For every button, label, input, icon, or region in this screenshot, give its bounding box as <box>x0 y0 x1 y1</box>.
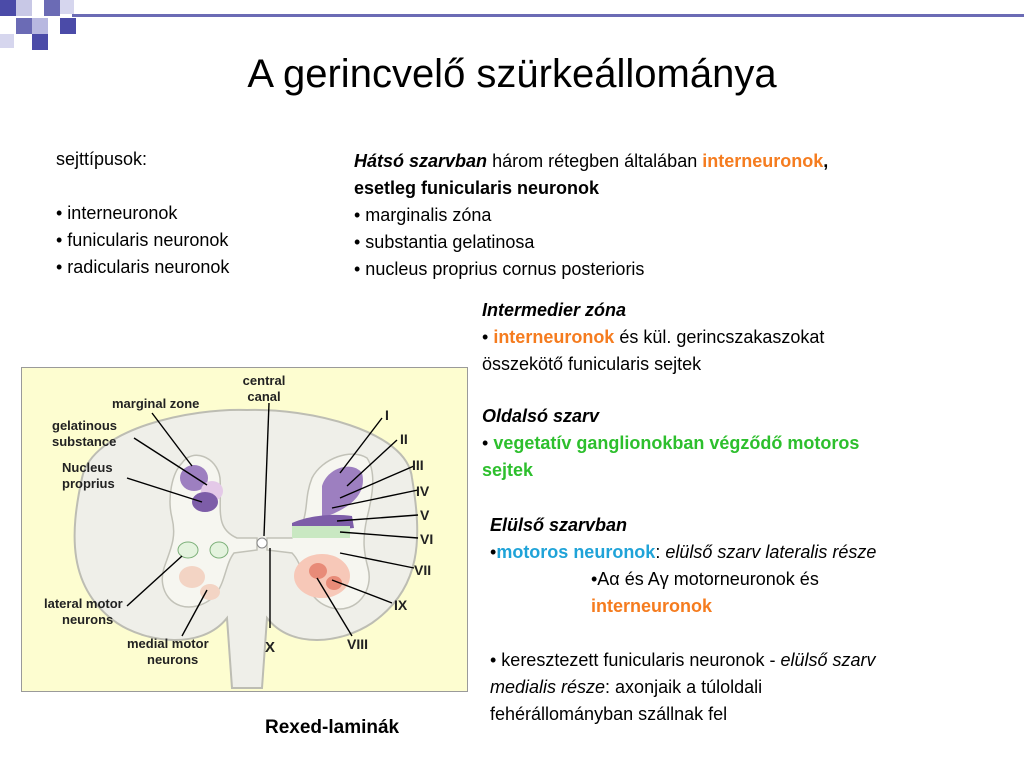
cell-type-item: • radicularis neuronok <box>56 257 230 277</box>
dorsal-horn-item: • substantia gelatinosa <box>354 232 535 252</box>
dorsal-horn-text: három rétegben általában <box>487 151 703 171</box>
lamina-label-vi: VI <box>420 531 434 547</box>
corner-square-9 <box>0 34 14 48</box>
label-central: central <box>242 373 286 388</box>
cell-type-item: • interneuronok <box>56 203 178 223</box>
ventral-sub1: •Aα és Aγ motorneuronok és <box>591 569 819 589</box>
label-lamina-x: X <box>265 639 276 656</box>
label-substance: substance <box>52 434 117 449</box>
corner-square-4 <box>60 0 74 14</box>
lateral-bullet: • <box>482 433 494 453</box>
central-canal <box>257 538 267 548</box>
label-nucleus: Nucleus <box>62 460 113 475</box>
ventral-highlight: motoros neuronok <box>496 542 656 562</box>
header-rule <box>72 14 1024 17</box>
nucleus-proprius-region <box>192 492 218 512</box>
cell-types-block <box>56 146 229 281</box>
lamina-label-i: I <box>385 407 389 423</box>
lamina-label-ii: II <box>400 431 408 447</box>
ventral-b2-italic2: medialis része <box>490 677 606 697</box>
intermediate-text: és kül. gerincszakaszokat <box>614 327 825 347</box>
corner-square-5 <box>16 18 32 34</box>
medial-motor-region-left <box>179 566 205 588</box>
ventral-b2a: • keresztezett funicularis neuronok - <box>490 650 781 670</box>
lamina-label-v: V <box>420 507 430 523</box>
ventral-b2c: fehérállományban szállnak fel <box>490 704 728 724</box>
lateral-motor-region-left <box>178 542 198 558</box>
motor-nucleus-right-1 <box>309 563 327 579</box>
label-marginal: marginal zone <box>112 396 200 411</box>
spinal-cord-diagram <box>22 368 467 691</box>
dorsal-horn-item: • marginalis zóna <box>354 205 492 225</box>
label-canal: canal <box>247 389 281 404</box>
lamina-label-iv: IV <box>416 483 430 499</box>
label-gelatinous: gelatinous <box>52 418 118 433</box>
rexed-laminae-figure <box>21 367 468 692</box>
ventral-bullet: • <box>490 542 497 562</box>
label-medial-motor: medial motor <box>127 636 209 651</box>
ventral-b2-italic: elülső szarv <box>780 650 876 670</box>
page-title: A gerincvelő szürkeállománya <box>247 52 777 96</box>
lateral-horn-title: Oldalsó szarv <box>482 406 600 426</box>
lamina-label-iii: III <box>412 457 424 473</box>
corner-square-3 <box>44 0 60 16</box>
intermediate-highlight: interneuronok <box>493 327 615 347</box>
intermediate-zone-title: Intermedier zóna <box>482 300 627 320</box>
lateral-highlight: vegetatív ganglionokban végződő motoros <box>493 433 860 453</box>
corner-square-6 <box>32 18 48 34</box>
lamina-label-vii: VII <box>414 562 432 578</box>
lateral-horn-block <box>482 403 859 484</box>
label-lateral-motor: lateral motor <box>44 596 123 611</box>
lateral-line2: sejtek <box>482 460 534 480</box>
ventral-horn-title: Elülső szarvban <box>490 515 628 535</box>
dorsal-horn-highlight: interneuronok <box>702 151 824 171</box>
dorsal-horn-title: Hátsó szarvban <box>354 151 488 171</box>
dorsal-horn-comma: , <box>823 151 829 171</box>
intermediate-zone-block <box>482 297 824 378</box>
intermediate-bullet: • <box>482 327 494 347</box>
ventral-horn-block <box>490 512 876 728</box>
cell-types-heading: sejttípusok: <box>56 149 148 169</box>
label-lateral-neurons: neurons <box>62 612 114 627</box>
ventral-sub2: interneuronok <box>591 596 713 616</box>
cell-type-item: • funicularis neuronok <box>56 230 229 250</box>
dorsal-horn-item: • nucleus proprius cornus posterioris <box>354 259 645 279</box>
dorsal-horn-line2: esetleg funicularis neuronok <box>354 178 600 198</box>
ventral-colon: : <box>655 542 666 562</box>
small-nucleus-left <box>210 542 228 558</box>
figure-caption: Rexed-laminák <box>265 717 400 738</box>
label-proprius: proprius <box>62 476 115 491</box>
corner-square-8 <box>32 34 48 50</box>
ventral-b2b: : axonjaik a túloldali <box>605 677 763 697</box>
lamina-label-viii: VIII <box>347 636 369 652</box>
label-medial-neurons: neurons <box>147 652 199 667</box>
corner-square-1 <box>0 0 16 16</box>
corner-square-7 <box>60 18 76 34</box>
intermediate-line2: összekötő funicularis sejtek <box>482 354 702 374</box>
corner-square-2 <box>16 0 32 16</box>
dorsal-horn-block <box>354 148 828 283</box>
ventral-italic: elülső szarv lateralis része <box>665 542 877 562</box>
lamina-label-ix: IX <box>394 597 408 613</box>
